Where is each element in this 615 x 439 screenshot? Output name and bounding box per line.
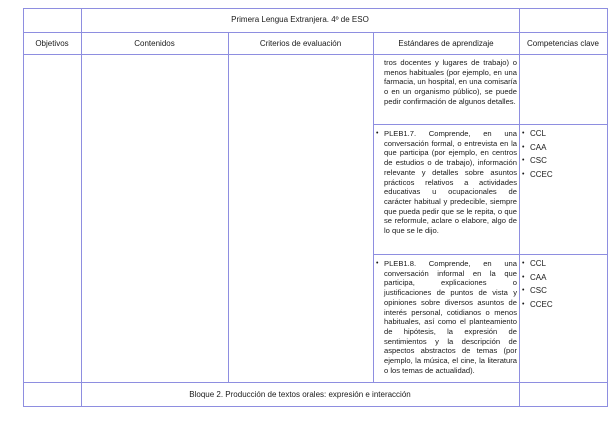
standard-item-pleb1-7: [376, 129, 517, 236]
competencia-item: [522, 127, 607, 141]
table-border-top: [23, 8, 608, 9]
col-divider-criterios: [373, 32, 374, 383]
bullet-icon: •: [522, 143, 525, 151]
standard-continuation: [384, 58, 517, 107]
standard-text: PLEB1.8. Comprende, en una conversación informal en la que participa, explicaciones o justificaciones de puntos de vista y opiniones sobre diversos asuntos de interés personal, cotidianos o menos habituales, así como el planteamiento de hipótesis, la expresión de sentimientos y la descripción de aspectos abstractos de temas (por ejemplo, la música, el cine, la literatura o los temas de actualidad).: [384, 259, 517, 375]
competencia-label: CCL: [530, 259, 547, 268]
competencias-list-2: [522, 257, 607, 311]
bullet-icon: •: [522, 273, 525, 281]
block-title: Bloque 2. Producción de textos orales: expresión e interacción: [189, 390, 411, 399]
competencia-label: CSC: [530, 156, 547, 165]
competencia-label: CSC: [530, 286, 547, 295]
competencia-item: [522, 284, 607, 298]
competencia-item: [522, 141, 607, 155]
competencia-label: CCL: [530, 129, 547, 138]
standard-item-pleb1-8: [376, 259, 517, 375]
bullet-icon: •: [522, 157, 525, 164]
bullet-icon: •: [376, 260, 379, 267]
bullet-icon: •: [522, 260, 525, 267]
header-competencias: Competencias clave: [526, 39, 600, 48]
header-criterios: Criterios de evaluación: [259, 39, 342, 48]
standard-continuation-text: tros docentes y lugares de trabajo) o menos habituales (por ejemplo, en una farmacia, un hospital, en una comisaría o en un organismo público), se puede pedir confirmación de algunos detalles.: [384, 58, 517, 106]
col-divider-objetivos: [81, 8, 82, 407]
bullet-icon: •: [376, 130, 379, 137]
competencia-item: [522, 154, 607, 168]
bullet-icon: •: [522, 300, 525, 308]
column-header-divider: [23, 54, 608, 55]
footer-divider-top: [23, 382, 608, 383]
col-divider-contenidos: [228, 32, 229, 383]
competencia-item: [522, 271, 607, 285]
competencia-label: CAA: [530, 142, 547, 152]
header-contenidos: Contenidos: [134, 39, 175, 48]
bullet-icon: •: [522, 130, 525, 137]
table-title: Primera Lengua Extranjera. 4º de ESO: [231, 15, 369, 24]
header-objetivos: Objetivos: [35, 39, 69, 48]
table-border-bottom: [23, 406, 608, 407]
competencia-label: CAA: [530, 272, 547, 282]
row-divider-1: [373, 124, 608, 125]
competencia-item: [522, 168, 607, 182]
competencia-label: CCEC: [530, 169, 553, 179]
header-divider: [23, 32, 608, 33]
standard-text: PLEB1.7. Comprende, en una conversación formal, o entrevista en la que participa (por ejemplo, en centros de estudios o de trabajo), información relevante y detalles sobre asuntos prácticos relativos a actividades educativas u ocupacionales de carácter habitual y predecible, siempre que pueda pedir que se le repita, o que se reformule, aclare o elabore, algo de lo que se le dijo.: [384, 129, 517, 236]
competencias-list-1: [522, 127, 607, 181]
header-estandares: Estándares de aprendizaje: [398, 39, 494, 48]
competencia-label: CCEC: [530, 299, 553, 309]
row-divider-2: [373, 254, 608, 255]
table-border-left: [23, 8, 24, 407]
table-border-right: [607, 8, 608, 407]
competencia-item: [522, 298, 607, 312]
col-divider-estandares: [519, 8, 520, 407]
bullet-icon: •: [522, 170, 525, 178]
competencia-item: [522, 257, 607, 271]
bullet-icon: •: [522, 287, 525, 294]
